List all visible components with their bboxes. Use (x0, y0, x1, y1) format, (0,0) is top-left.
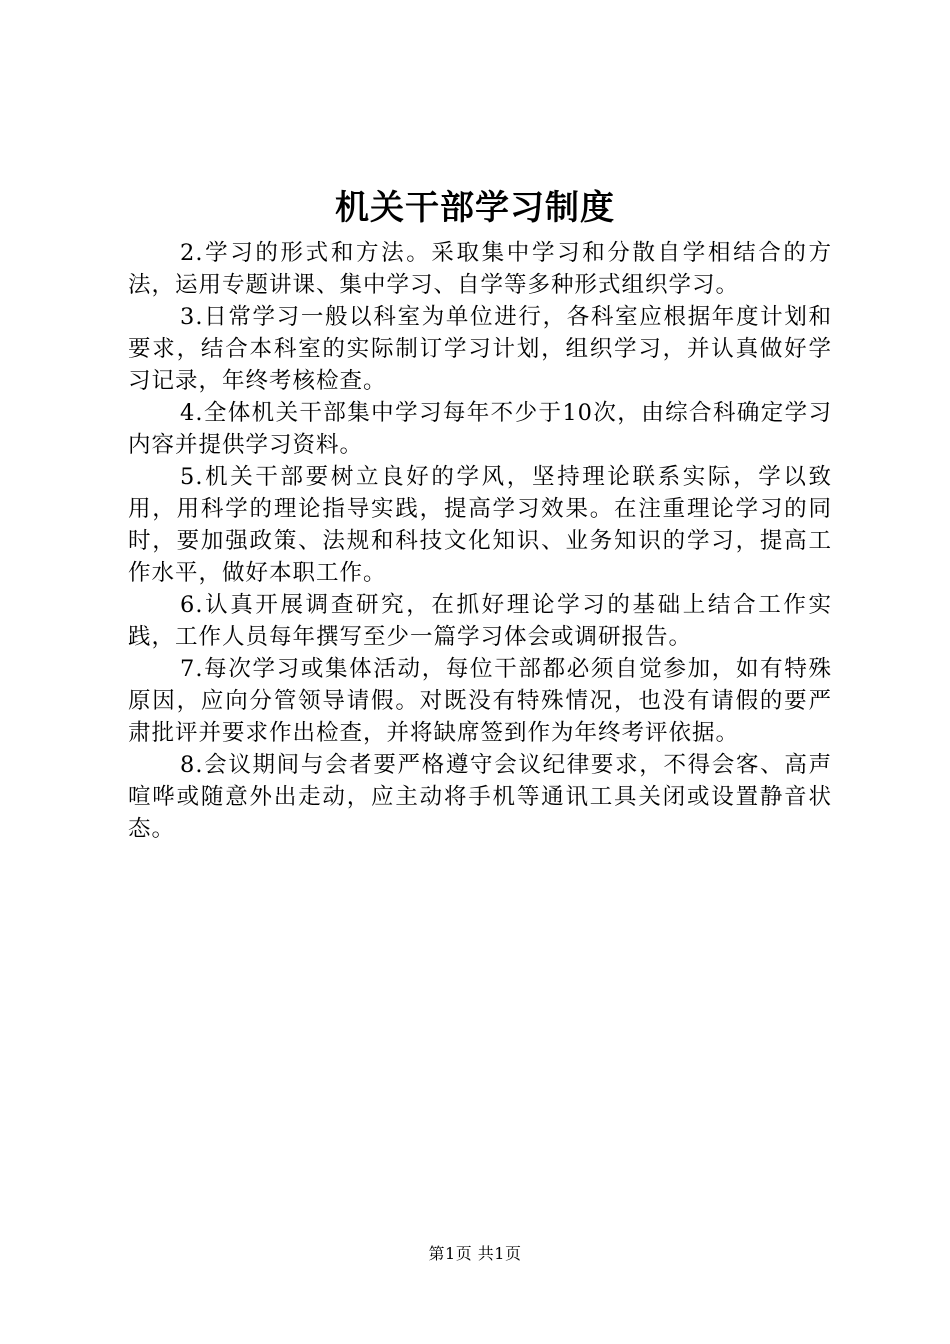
paragraph-item-7: 7.每次学习或集体活动，每位干部都必须自觉参加，如有特殊原因，应向分管领导请假。对既没有特殊情况，也没有请假的要严肃批评并要求作出检查，并将缺席签到作为年终考评依据。 (128, 656, 832, 746)
page-number-footer: 第1页 共1页 (428, 1244, 522, 1263)
paragraph-item-6: 6.认真开展调查研究，在抓好理论学习的基础上结合工作实践，工作人员每年撰写至少一篇学习体会或调研报告。 (128, 592, 832, 650)
paragraph-item-3: 3.日常学习一般以科室为单位进行，各科室应根据年度计划和要求，结合本科室的实际制订学习计划，组织学习，并认真做好学习记录，年终考核检查。 (128, 304, 832, 394)
document-body (128, 237, 832, 845)
document-title: 机关干部学习制度 (335, 188, 615, 228)
paragraph-item-4: 4.全体机关干部集中学习每年不少于10次，由综合科确定学习内容并提供学习资料。 (128, 400, 832, 458)
paragraph-item-8: 8.会议期间与会者要严格遵守会议纪律要求，不得会客、高声喧哗或随意外出走动，应主动将手机等通讯工具关闭或设置静音状态。 (128, 752, 832, 842)
paragraph-item-5: 5.机关干部要树立良好的学风，坚持理论联系实际，学以致用，用科学的理论指导实践，提高学习效果。在注重理论学习的同时，要加强政策、法规和科技文化知识、业务知识的学习，提高工作水平，做好本职工作。 (128, 464, 832, 586)
paragraph-item-2: 2.学习的形式和方法。采取集中学习和分散自学相结合的方法，运用专题讲课、集中学习、自学等多种形式组织学习。 (128, 240, 832, 298)
